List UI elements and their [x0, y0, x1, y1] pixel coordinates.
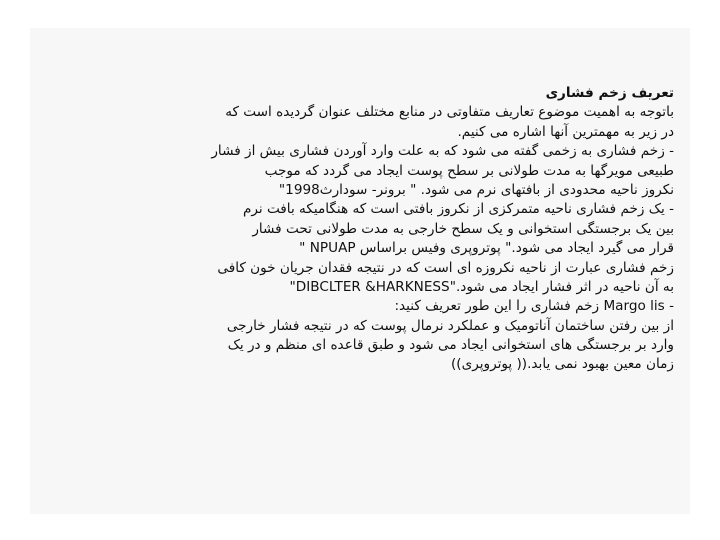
text-line: - Margo lis زخم فشاری را این طور تعریف کنید: [394, 298, 674, 315]
text-line: طبیعی مویرگها به مدت طولانی بر سطح پوست ایجاد می گردد که موجب [264, 162, 674, 179]
text-line: - زخم فشاری به زخمی گفته می شود که به علت وارد آوردن فشاری بیش از فشار [211, 143, 674, 160]
text-line: نکروز ناحیه محدودی از بافتهای نرم می شود. " برونر- سودارث1998" [278, 181, 674, 198]
text-line: - یک زخم فشاری ناحیه متمرکزی از نکروز بافتی است که هنگامیکه بافت نرم [242, 201, 674, 218]
text-line: وارد بر برجستگی های استخوانی ایجاد می شود و طبق قاعده ای منظم و در یک [227, 337, 674, 354]
text-line: از بین رفتن ساختمان آناتومیک و عملکرد نرمال پوست که در نتیجه فشار خارجی [226, 317, 674, 334]
text-line: در زیر به مهمترین آنها اشاره می کنیم. [457, 123, 674, 140]
text-line: قرار می گیرد ایجاد می شود." پوتروپری وفیس براساس NPUAP " [299, 240, 674, 257]
text-line: باتوجه به اهمیت موضوع تعاریف متفاوتی در منابع مختلف عنوان گردیده است که [225, 104, 674, 121]
text-line: به آن ناحیه در اثر فشار ایجاد می شود."DIBCLTER &HARKNESS" [289, 278, 674, 295]
document-title: تعریف زخم فشاری [545, 85, 674, 101]
text-line: زخم فشاری عبارت از ناحیه نکروزه ای است که در نتیجه فقدان جریان خون کافی [217, 259, 674, 276]
text-body [46, 84, 674, 375]
text-line: زمان معین بهبود نمی یابد.(( پوتروپری)) [450, 356, 674, 373]
text-line: بین یک برجستگی استخوانی و یک سطح خارجی به مدت طولانی تحت فشار [252, 220, 674, 237]
